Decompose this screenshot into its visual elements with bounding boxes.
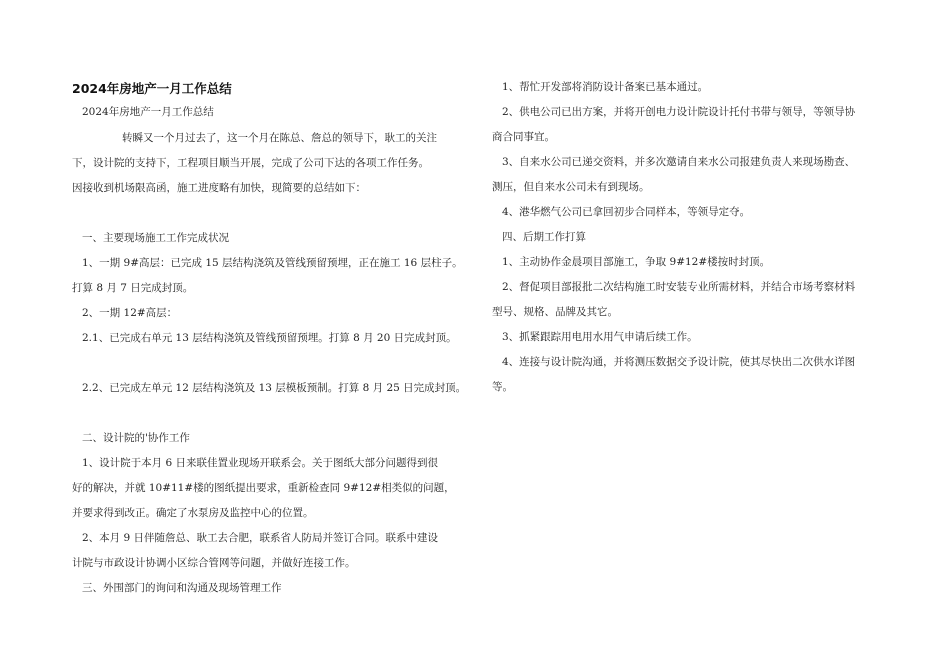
text-line: 二、设计院的'协作工作 [82,432,190,444]
text-line: 三、外围部门的询问和沟通及现场管理工作 [82,582,282,594]
text-line: 2.1、已完成右单元 13 层结构浇筑及管线预留预埋。打算 8 月 20 日完成封顶。 [82,332,457,344]
text-line: 一、主要现场施工工作完成状况 [82,232,229,244]
text-line: 计院与市政设计协调小区综合管网等问题，并做好连接工作。 [72,557,356,569]
text-line: 打算 8 月 7 日完成封顶。 [72,282,194,294]
page-title: 2024年房地产一月工作总结 [72,81,232,96]
text-line: 1、主动协作金晨项目部施工，争取 9#12#楼按时封顶。 [502,256,771,268]
text-line: 下，设计院的支持下，工程项目顺当开展，完成了公司下达的各项工作任务。 [72,157,429,169]
text-line: 等。 [492,381,513,393]
text-line: 2、供电公司已出方案，并将开创电力设计院设计托付书带与领导，等领导协 [502,106,856,118]
text-line: 1、设计院于本月 6 日来联佳置业现场开联系会。关于图纸大部分问题得到很 [82,457,439,469]
text-line: 4、港华燃气公司已拿回初步合同样本，等领导定夺。 [502,206,751,218]
text-line: 4、连接与设计院沟通，并将测压数据交予设计院，使其尽快出二次供水详图 [502,356,856,368]
text-line: 3、自来水公司已递交资料，并多次邀请自来水公司报建负责人来现场勘查、 [502,156,856,168]
text-line: 1、一期 9#高层：已完成 15 层结构浇筑及管线预留预埋，正在施工 16 层柱子。 [82,257,463,269]
text-line: 2024年房地产一月工作总结 [82,106,214,118]
text-line: 3、抓紧跟踪用电用水用气申请后续工作。 [502,331,698,343]
text-line: 商合同事宜。 [492,131,555,143]
text-line: 转瞬又一个月过去了，这一个月在陈总、詹总的领导下，耿工的关注 [122,132,437,144]
text-line: 四、后期工作打算 [502,231,586,243]
text-line: 因接收到机场限高函，施工进度略有加快，现简要的总结如下： [72,182,366,194]
text-line: 2、督促项目部报批二次结构施工时安装专业所需材料，并结合市场考察材料 [502,281,856,293]
text-line: 2、本月 9 日伴随詹总、耿工去合肥，联系省人防局并签订合同。联系中建设 [82,532,439,544]
text-line: 并要求得到改正。确定了水泵房及监控中心的位置。 [72,507,314,519]
text-line: 好的解决，并就 10#11#楼的图纸提出要求，重新检查同 9#12#相类似的问题， [72,482,455,494]
text-line: 1、帮忙开发部将消防设计备案已基本通过。 [502,81,709,93]
text-line: 型号、规格、品牌及其它。 [492,306,618,318]
text-line: 测压，但自来水公司未有到现场。 [492,181,650,193]
text-line: 2.2、已完成左单元 12 层结构浇筑及 13 层模板预制。打算 8 月 25 日完成封顶。 [82,382,467,394]
text-line: 2、一期 12#高层： [82,307,178,319]
